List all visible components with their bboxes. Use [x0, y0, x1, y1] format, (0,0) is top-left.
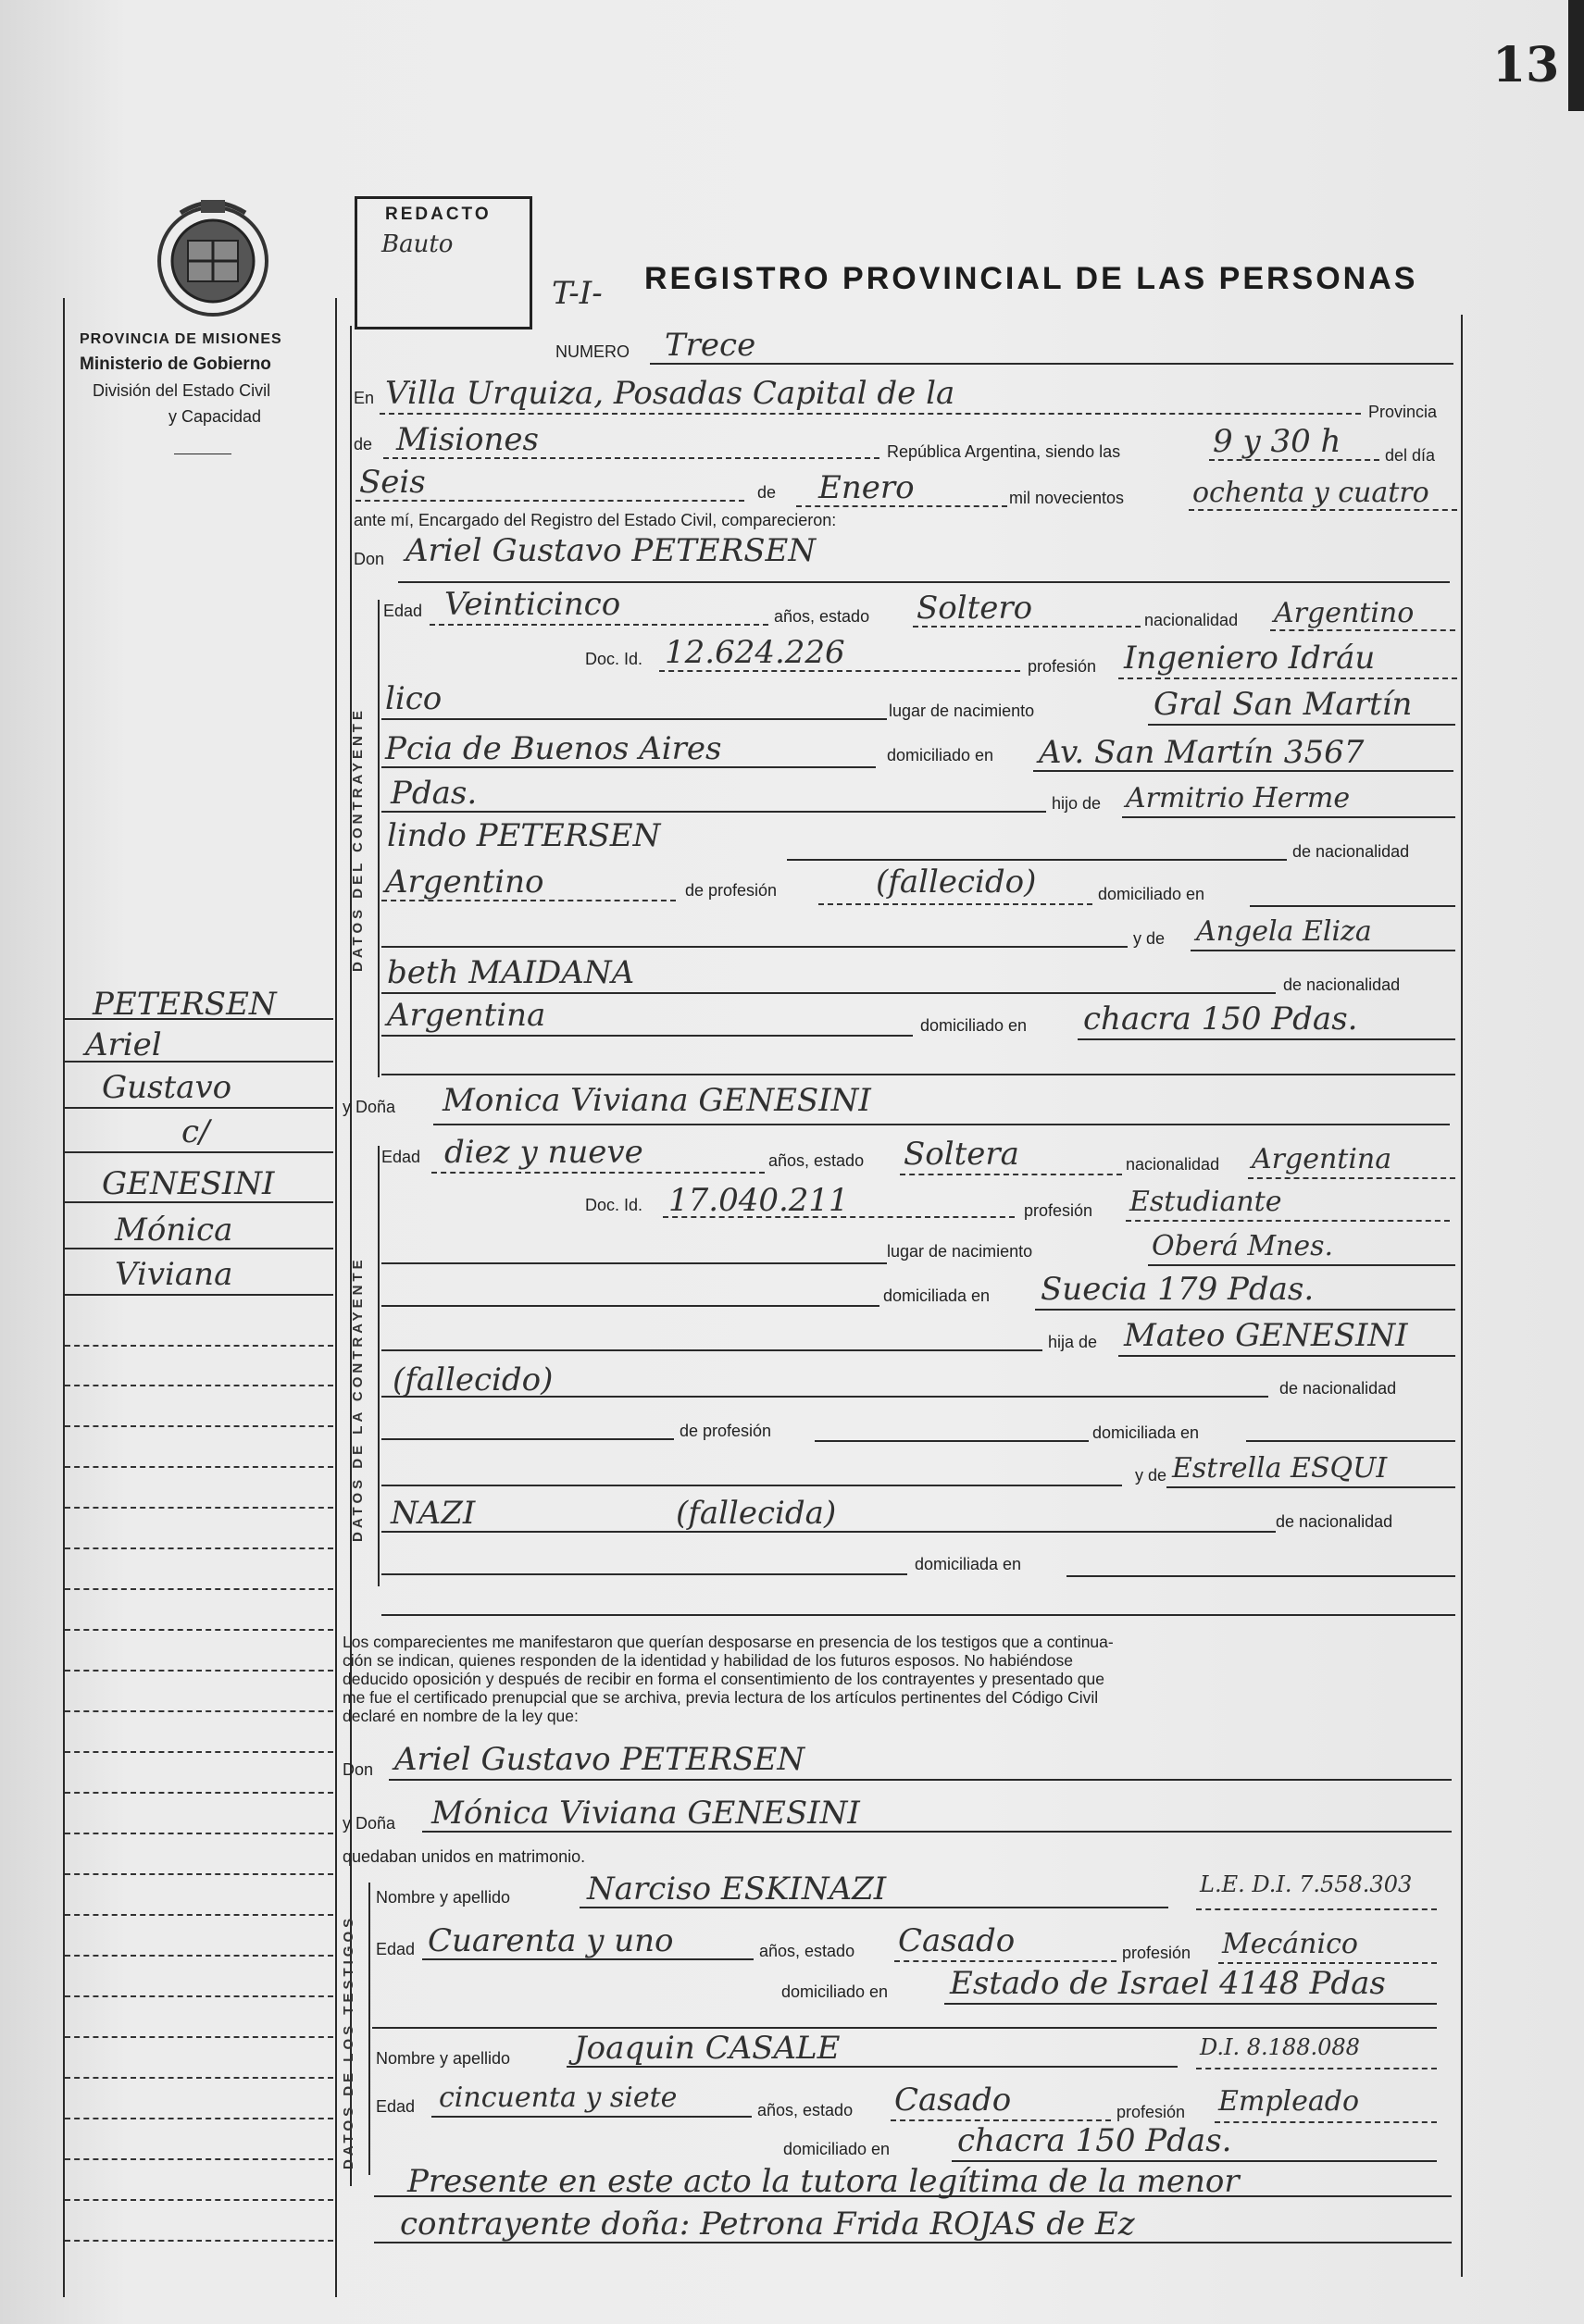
redacto-label: REDACTO	[385, 205, 492, 224]
c1-doc-label: Doc. Id.	[585, 650, 643, 668]
declaration-line-3: deducido oposición y después de recibir en forma el consentimiento de los contrayentes y presentado que	[343, 1670, 1105, 1688]
c2-dona-label: y Doña	[343, 1098, 396, 1116]
c1-nombre: Ariel Gustavo PETERSEN	[405, 532, 817, 569]
c1-nacionalidad: Argentino	[1274, 597, 1415, 629]
c1-edad: Veinticinco	[444, 586, 621, 623]
margin-name-7: Viviana	[115, 1256, 233, 1293]
c2-edad: diez y nueve	[444, 1134, 643, 1171]
c2-hija-label: hija de	[1048, 1333, 1098, 1351]
c1-padre-dom-label: domiciliado en	[1098, 885, 1205, 903]
c1-padre-1: Armitrio Herme	[1126, 782, 1351, 814]
c1-profesion-2: lico	[385, 680, 443, 717]
c1-madre-dom: chacra 150 Pdas.	[1083, 1000, 1358, 1038]
t2-profesion-label: profesión	[1116, 2103, 1186, 2121]
declaration-line-4: me fue el certificado prenupcial que se archiva, previa lectura de los artículos pertinentes del Código Civil	[343, 1688, 1099, 1707]
c1-padre-nac-label: de nacionalidad	[1292, 842, 1410, 861]
c2-lugar-label: lugar de nacimiento	[887, 1242, 1033, 1261]
hora-value: 9 y 30 h	[1213, 423, 1341, 460]
t2-edad: cincuenta y siete	[439, 2082, 678, 2114]
c1-side-label: DATOS DEL CONTRAYENTE	[350, 707, 366, 972]
t1-nombre-label: Nombre y apellido	[376, 1888, 511, 1907]
c1-lugar-1: Gral San Martín	[1154, 686, 1413, 723]
declaration-line-2: ción se indican, quienes responden de la identidad y habilidad de los futuros esposos. No habiéndose	[343, 1651, 1074, 1670]
t2-nombre: Joaquin CASALE	[574, 2030, 841, 2067]
c2-nacionalidad: Argentina	[1252, 1143, 1392, 1175]
c1-profesion-label: profesión	[1028, 657, 1097, 676]
c1-madre-nac: Argentina	[387, 997, 546, 1034]
c2-de-profesion-label: de profesión	[680, 1422, 772, 1440]
margin-right-border	[335, 298, 337, 2297]
c1-section-border	[378, 600, 380, 1077]
t2-anios-label: años, estado	[757, 2101, 854, 2119]
margin-name-5: GENESINI	[102, 1165, 275, 1202]
c2-lugar: Oberá Mnes.	[1152, 1230, 1334, 1262]
province-label: PROVINCIA DE MISIONES	[80, 331, 282, 347]
redacto-box	[355, 196, 532, 329]
del-dia-label: del día	[1385, 446, 1436, 465]
t1-profesion-label: profesión	[1122, 1944, 1191, 1962]
c2-profesion-label: profesión	[1024, 1201, 1093, 1220]
t1-dom-label: domiciliado en	[781, 1982, 889, 2001]
c1-y-de-label: y de	[1133, 929, 1166, 948]
dia-value: Seis	[359, 464, 426, 501]
c1-madre-2: beth MAIDANA	[387, 954, 635, 991]
declaration-line-1: Los comparecientes me manifestaron que querían desposarse en presencia de los testigos que a continua-	[343, 1633, 1114, 1651]
nota-line-2: contrayente doña: Petrona Frida ROJAS de Ez	[400, 2206, 1135, 2243]
c1-madre-dom-label: domiciliado en	[920, 1016, 1028, 1035]
scan-edge	[1568, 0, 1584, 111]
tomo-mark: T-I-	[552, 275, 603, 312]
c2-domiciliada-label: domiciliada en	[883, 1286, 991, 1305]
decl-don-label: Don	[343, 1760, 374, 1779]
en-value: Villa Urquiza, Posadas Capital de la	[385, 375, 955, 412]
t1-doc: L.E. D.I. 7.558.303	[1200, 1871, 1413, 1897]
nota-line-1: Presente en este acto la tutora legítima de la menor	[407, 2163, 1240, 2200]
t2-profesion: Empleado	[1218, 2085, 1360, 2118]
de-value: Misiones	[396, 421, 539, 458]
c2-padre-note: (fallecido)	[393, 1361, 554, 1398]
c2-nacionalidad-label: nacionalidad	[1126, 1155, 1220, 1174]
de2-label: de	[757, 483, 777, 502]
en-label: En	[354, 389, 375, 407]
c2-madre-nac-label: de nacionalidad	[1276, 1512, 1393, 1531]
division-label-2: y Capacidad	[168, 407, 262, 426]
t2-doc: D.I. 8.188.088	[1200, 2034, 1360, 2060]
numero-value: Trece	[665, 327, 756, 364]
coat-of-arms-icon	[153, 196, 273, 321]
c2-padre: Mateo GENESINI	[1124, 1317, 1408, 1354]
mes-value: Enero	[818, 469, 915, 506]
provincia-label: Provincia	[1368, 403, 1438, 421]
c2-madre-1: Estrella ESQUI	[1172, 1452, 1388, 1485]
t1-estado: Casado	[898, 1922, 1016, 1959]
c1-domicilio-1: Av. San Martín 3567	[1039, 734, 1365, 771]
decl-don-value: Ariel Gustavo PETERSEN	[394, 1741, 805, 1778]
division-label-1: División del Estado Civil	[93, 381, 271, 400]
c1-profesion-1: Ingeniero Idráu	[1124, 640, 1376, 677]
c1-padre-2: lindo PETERSEN	[387, 817, 661, 854]
c1-de-profesion-label: de profesión	[685, 881, 778, 900]
t1-nombre: Narciso ESKINAZI	[587, 1870, 887, 1908]
redacto-value: Bauto	[381, 230, 454, 258]
c1-lugar-2: Pcia de Buenos Aires	[385, 730, 722, 767]
c1-madre-nac-label: de nacionalidad	[1283, 976, 1401, 994]
t2-edad-label: Edad	[376, 2097, 416, 2116]
c2-anios-label: años, estado	[768, 1151, 865, 1170]
c2-padre-nac-label: de nacionalidad	[1279, 1379, 1397, 1398]
margin-left-border	[63, 298, 65, 2297]
c1-doc: 12.624.226	[665, 634, 845, 671]
margin-name-1: PETERSEN	[93, 986, 277, 1023]
margin-name-6: Mónica	[115, 1212, 233, 1249]
t2-domicilio: chacra 150 Pdas.	[957, 2122, 1232, 2159]
ante-text: ante mí, Encargado del Registro del Estado Civil, comparecieron:	[354, 511, 837, 529]
c2-nombre: Monica Viviana GENESINI	[443, 1082, 871, 1119]
decl-dona-value: Mónica Viviana GENESINI	[431, 1795, 860, 1832]
page-title: REGISTRO PROVINCIAL DE LAS PERSONAS	[644, 261, 1418, 296]
c2-madre-note: (fallecida)	[676, 1495, 837, 1532]
c2-doc-label: Doc. Id.	[585, 1196, 643, 1214]
c2-section-border	[378, 1146, 380, 1586]
c1-estado: Soltero	[917, 590, 1033, 627]
mil-label: mil novecientos	[1009, 489, 1125, 507]
c2-padre-dom-label: domiciliada en	[1092, 1423, 1200, 1442]
testigos-side-label: DATOS DE LOS TESTIGOS	[341, 1914, 356, 2169]
republica-label: República Argentina, siendo las	[887, 442, 1121, 461]
margin-name-3: Gustavo	[102, 1069, 232, 1106]
c2-side-label: DATOS DE LA CONTRAYENTE	[350, 1256, 366, 1542]
c1-lugar-label: lugar de nacimiento	[889, 702, 1035, 720]
c2-domicilio: Suecia 179 Pdas.	[1041, 1271, 1315, 1308]
c1-nacionalidad-label: nacionalidad	[1144, 611, 1239, 629]
t2-nombre-label: Nombre y apellido	[376, 2049, 511, 2068]
c1-madre-1: Angela Eliza	[1196, 915, 1372, 948]
numero-label: NUMERO	[555, 342, 630, 361]
t1-domicilio: Estado de Israel 4148 Pdas	[950, 1965, 1386, 2002]
c1-domicilio-2: Pdas.	[391, 775, 478, 812]
ministry-label: Ministerio de Gobierno	[80, 354, 271, 374]
t1-edad: Cuarenta y uno	[428, 1922, 674, 1959]
t2-dom-label: domiciliado en	[783, 2140, 891, 2158]
c1-padre-prof: (fallecido)	[876, 864, 1037, 901]
t1-profesion: Mecánico	[1222, 1928, 1358, 1960]
c1-anios-label: años, estado	[774, 607, 870, 626]
margin-name-4: c/	[181, 1113, 210, 1150]
c2-estado: Soltera	[904, 1136, 1019, 1173]
t2-estado: Casado	[894, 2082, 1012, 2119]
c1-don-label: Don	[354, 550, 385, 568]
testigos-section-border	[368, 1883, 370, 2175]
t1-edad-label: Edad	[376, 1940, 416, 1958]
c1-edad-label: Edad	[383, 602, 423, 620]
anio-value: ochenta y cuatro	[1192, 477, 1429, 509]
decl-dona-label: y Doña	[343, 1814, 396, 1833]
c1-padre-nac: Argentino	[385, 864, 544, 901]
c2-madre-dom-label: domiciliada en	[915, 1555, 1022, 1573]
margin-name-2: Ariel	[85, 1026, 162, 1063]
form-right-border	[1461, 315, 1463, 2277]
c2-doc: 17.040.211	[668, 1182, 849, 1219]
c2-madre-2: NAZI	[391, 1495, 476, 1532]
c2-y-de-label: y de	[1135, 1466, 1167, 1485]
t1-anios-label: años, estado	[759, 1942, 855, 1960]
decl-closing: quedaban unidos en matrimonio.	[343, 1847, 586, 1866]
c1-domiciliado-label: domiciliado en	[887, 746, 994, 764]
de-label: de	[354, 435, 373, 454]
c1-hijo-label: hijo de	[1052, 794, 1102, 813]
declaration-line-5: declaré en nombre de la ley que:	[343, 1707, 579, 1725]
page-number: 13	[1492, 37, 1560, 93]
c2-profesion: Estudiante	[1129, 1186, 1282, 1218]
c2-edad-label: Edad	[381, 1148, 421, 1166]
